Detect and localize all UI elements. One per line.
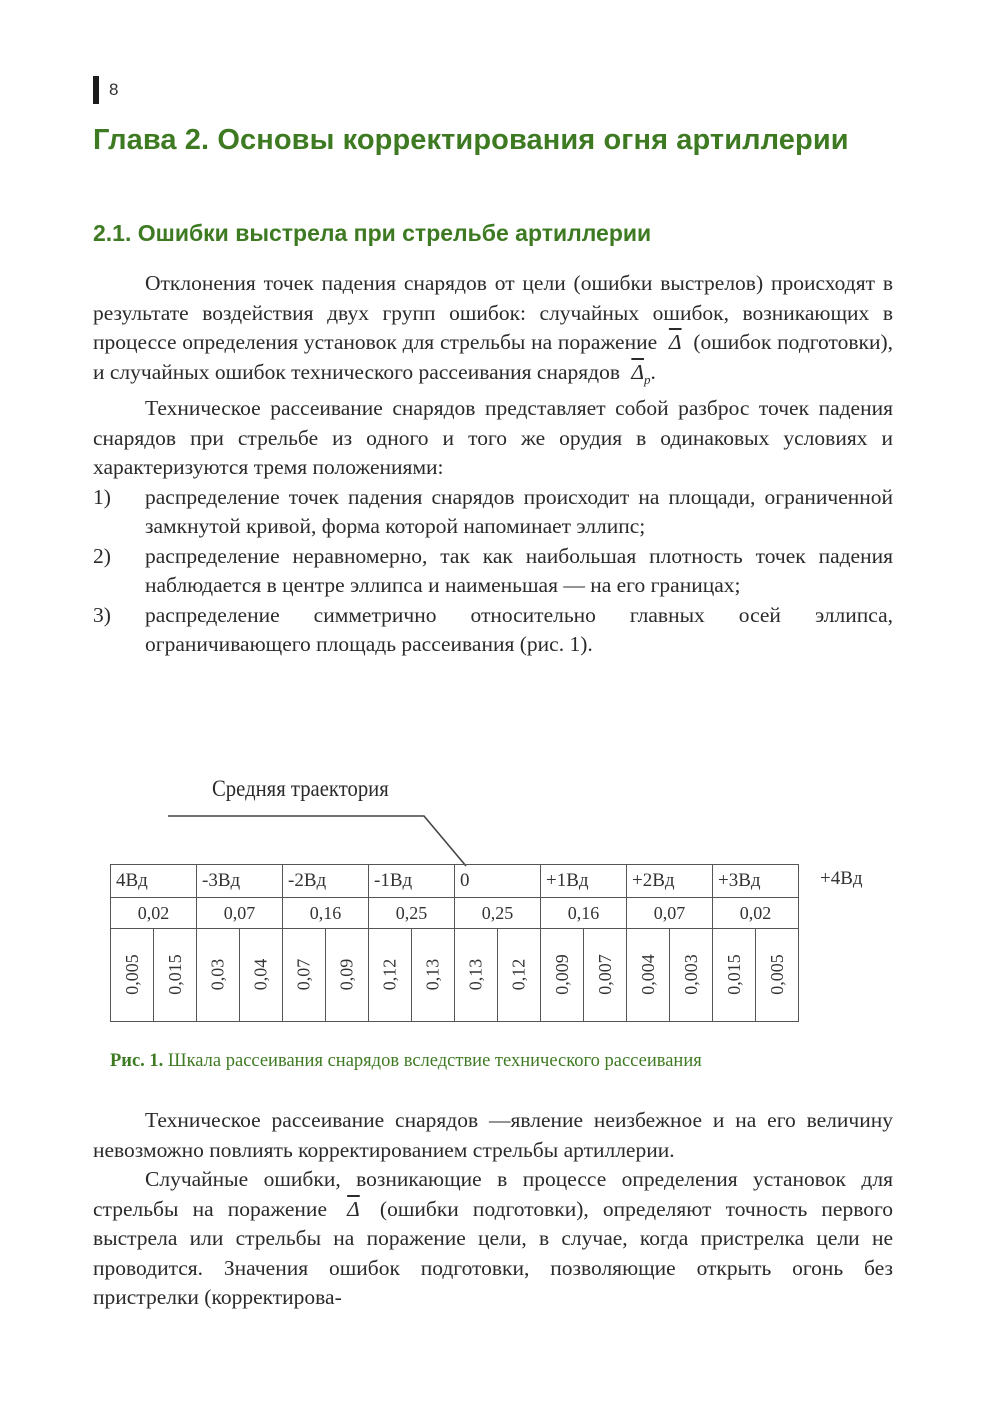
scale-header-cell: -3Bд: [197, 865, 283, 898]
list-marker: 1): [93, 484, 111, 509]
paragraph-1-end: .: [650, 359, 656, 384]
delta-p-symbol: $\overline{\Delta}$: [631, 359, 644, 384]
probability-cell: 0,07: [197, 898, 283, 929]
chapter-title: Глава 2. Основы корректирования огня артиллерии: [93, 124, 849, 156]
probability-cell: 0,16: [541, 898, 627, 929]
delta-subscript: p: [643, 371, 651, 387]
list-item-text: распределение точек падения снарядов происходит на площади, ограниченной замкнутой кривой, форма которой напоминает эллипс;: [145, 484, 893, 538]
value-cell: [713, 929, 756, 1022]
value-cell: [197, 929, 240, 1022]
delta-symbol: $\overline{\Delta}$: [668, 330, 682, 354]
value-cell: [584, 929, 627, 1022]
value-cell: [283, 929, 326, 1022]
paragraph-4-text-a: Случайные ошибки, возникающие в процессе определения установок для стрельбы на поражение: [93, 1167, 893, 1221]
scale-values-row: [111, 929, 799, 1022]
value-cell: [541, 929, 584, 1022]
scale-header-cell: 0: [455, 865, 541, 898]
value-cell: [756, 929, 799, 1022]
paragraph-1-text-b: (ошибок подготовки), и случайных ошибок технического рассеивания снарядов: [93, 330, 894, 384]
probability-cell: 0,07: [627, 898, 713, 929]
value-cell: [498, 929, 541, 1022]
value-text: 0,004: [637, 954, 658, 995]
value-text: 0,07: [293, 958, 314, 991]
figure-caption-label: Рис. 1.: [110, 1051, 164, 1071]
scale-header-cell: +1Bд: [541, 865, 627, 898]
trajectory-label: Средняя траектория: [212, 776, 389, 801]
scale-header-extra: +4Bд: [820, 868, 863, 889]
probability-cell: 0,25: [369, 898, 455, 929]
value-text: 0,005: [121, 954, 142, 995]
value-cell: [240, 929, 283, 1022]
dispersion-scale-table: [110, 864, 799, 1022]
value-text: 0,003: [680, 954, 701, 995]
value-text: 0,015: [164, 954, 185, 995]
value-text: 0,12: [508, 958, 529, 991]
section-title: 2.1. Ошибки выстрела при стрельбе артиллерии: [93, 220, 652, 246]
scale-header-cell: -1Bд: [369, 865, 455, 898]
paragraph-4: [93, 1165, 893, 1313]
figure-caption: [110, 1051, 702, 1072]
page-number: 8: [109, 80, 119, 99]
scale-header-cell: 4Bд: [111, 865, 197, 898]
value-cell: [627, 929, 670, 1022]
scale-header-cell: +3Bд: [713, 865, 799, 898]
value-text: 0,13: [422, 958, 443, 991]
list-marker: 3): [93, 602, 111, 627]
value-text: 0,005: [766, 954, 787, 995]
list-item-text: распределение симметрично относительно главных осей эллипса, ограничивающего площадь рассеивания (рис. 1).: [145, 602, 893, 656]
list-item-text: распределение неравномерно, так как наибольшая плотность точек падения наблюдается в центре эллипса и наименьшая — на его границах;: [145, 543, 893, 597]
scale-header-cell: +2Bд: [627, 865, 713, 898]
paragraph-2: Техническое рассеивание снарядов представляет собой разброс точек падения снарядов при стрельбе из одного и того же орудия в одинаковых условиях и характеризуются тремя положениями:: [93, 396, 893, 479]
paragraph-3: Техническое рассеивание снарядов —явление неизбежное и на его величину невозможно повлиять корректированием стрельбы артиллерии.: [93, 1108, 893, 1162]
value-text: 0,009: [551, 954, 572, 995]
paragraph-1-text-a: Отклонения точек падения снарядов от цели (ошибки выстрелов) происходят в результате воздействия двух групп ошибок: случайных ошибок, возникающих в процессе определения установок для стрельбы на поражение: [93, 271, 893, 354]
value-text: 0,04: [250, 958, 271, 991]
scale-header-row: [111, 865, 799, 898]
value-text: 0,12: [379, 958, 400, 991]
probability-cell: 0,02: [713, 898, 799, 929]
body-text-bottom: [93, 1106, 893, 1313]
value-cell: [326, 929, 369, 1022]
value-cell: [111, 929, 154, 1022]
paragraph-4-text-b: (ошибки подготовки), определяют точность первого выстрела или стрельбы на поражение цели, в случае, когда пристрелка цели не проводится. Значения ошибок подготовки, позволяющие открыть огонь без пристрелки (корректирова-: [93, 1196, 893, 1309]
value-text: 0,03: [207, 958, 228, 991]
probability-cell: 0,25: [455, 898, 541, 929]
scale-probability-row: [111, 898, 799, 929]
figure-caption-text: Шкала рассеивания снарядов вследствие технического рассеивания: [167, 1051, 702, 1071]
value-cell: [670, 929, 713, 1022]
value-cell: [154, 929, 197, 1022]
delta-symbol: $\overline{\Delta}$: [347, 1196, 360, 1221]
value-text: 0,13: [465, 958, 486, 991]
scale-header-cell: -2Bд: [283, 865, 369, 898]
value-cell: [412, 929, 455, 1022]
value-cell: [369, 929, 412, 1022]
value-cell: [455, 929, 498, 1022]
value-text: 0,015: [723, 954, 744, 995]
probability-cell: 0,16: [283, 898, 369, 929]
value-text: 0,007: [594, 954, 615, 995]
list-marker: 2): [93, 543, 111, 568]
probability-cell: 0,02: [111, 898, 197, 929]
value-text: 0,09: [336, 958, 357, 991]
